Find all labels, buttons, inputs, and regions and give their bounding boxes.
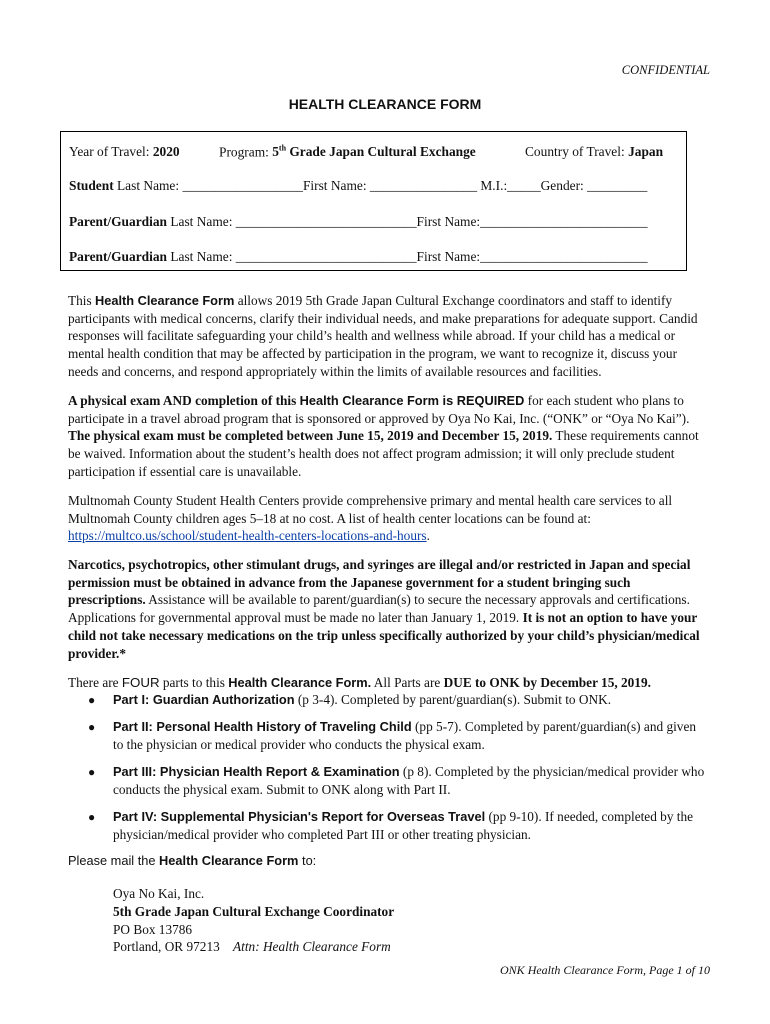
mailing-address: Oya No Kai, Inc. 5th Grade Japan Cultural Exchange Coordinator PO Box 13786 Portland, OR 97213 Attn: Health Clearance Form [113, 886, 395, 955]
exam-paragraph: A physical exam AND completion of this Health Clearance Form is REQUIRED for each student who plans to participate in a travel abroad program that is sponsored or approved by Oya No Kai, Inc. (“ONK” or “Oya No Kai”). The physical exam must be completed between June 15, 2019 and December 15, 2019. These requirements cannot be waived. Information about the student’s health does not affect program admission; it will only preclude student participation if essential care is unavailable. [68, 393, 699, 479]
year-of-travel: Year of Travel: 2020 [69, 144, 180, 159]
country-of-travel: Country of Travel: Japan [525, 144, 664, 159]
bullet-icon: ● [88, 765, 96, 779]
bullet-icon: ● [88, 720, 96, 734]
list-item: ● Part IV: Supplemental Physician's Report for Overseas Travel (pp 9-10). If needed, completed by the physician/medical provider who completed Part III or other treating physician. [88, 809, 694, 842]
list-item: ● Part III: Physician Health Report & Examination (p 8). Completed by the physician/medical provider who conducts the physical exam. Submit to ONK along with Part II. [88, 764, 705, 797]
parts-intro: There are FOUR parts to this Health Clearance Form. All Parts are DUE to ONK by December 15, 2019. [68, 675, 651, 690]
list-item: ● Part I: Guardian Authorization (p 3-4). Completed by parent/guardian(s). Submit to ONK. [88, 692, 612, 707]
bullet-icon: ● [88, 810, 96, 824]
mail-instruction: Please mail the Health Clearance Form to: [68, 853, 317, 868]
narcotics-paragraph: Narcotics, psychotropics, other stimulant drugs, and syringes are illegal and/or restricted in Japan and special permission must be obtained in advance from the Japanese government for a student bringing such prescriptions. Assistance will be available to parent/guardian(s) to secure the necessary approvals and certifications. Applications for governmental approval must be made no later than January 1, 2019. It is not an option to have your child not take necessary medications on the trip unless specifically authorized by your child’s physician/medical provider.* [68, 557, 700, 661]
list-item: ● Part II: Personal Health History of Traveling Child (pp 5-7). Completed by parent/guardian(s) and given to the physician or medical provider who conducts the physical exam. [88, 719, 696, 752]
page-footer: ONK Health Clearance Form, Page 1 of 10 [500, 963, 710, 977]
page-title: HEALTH CLEARANCE FORM [288, 96, 482, 112]
program: Program: 5th Grade Japan Cultural Exchange [219, 144, 476, 160]
health-centers-link[interactable]: https://multco.us/school/student-health-centers-locations-and-hours [68, 528, 427, 544]
intro-paragraph: This Health Clearance Form allows 2019 5th Grade Japan Cultural Exchange coordinators and staff to identify participants with medical concerns, clarify their individual needs, and make preparations for adequate support. Candid responses will facilitate safeguarding your child’s health and wellness while abroad. If your child has a medical or mental health condition that may be affected by participation in the program, we want to recognize it, discuss your needs and concerns, and respond appropriately within the limits of available resources and facilities. [68, 293, 698, 379]
confidential-label: CONFIDENTIAL [621, 63, 710, 77]
student-name-field[interactable]: Student Last Name: __________________First Name: ________________ M.I.:_____Gender: _________ [69, 178, 648, 193]
county-paragraph: Multnomah County Student Health Centers provide comprehensive primary and mental health care services to all Multnomah County children ages 5–18 at no cost. A list of health center locations can be found at: https://multco.us/school/student-health-centers-locations-and-hours. [68, 493, 673, 544]
student-info-box [60, 131, 687, 271]
bullet-icon: ● [88, 693, 96, 707]
parent-guardian-2-field[interactable]: Parent/Guardian Last Name: ___________________________First Name:_________________________ [69, 249, 648, 264]
parent-guardian-1-field[interactable]: Parent/Guardian Last Name: ___________________________First Name:_________________________ [69, 214, 648, 229]
